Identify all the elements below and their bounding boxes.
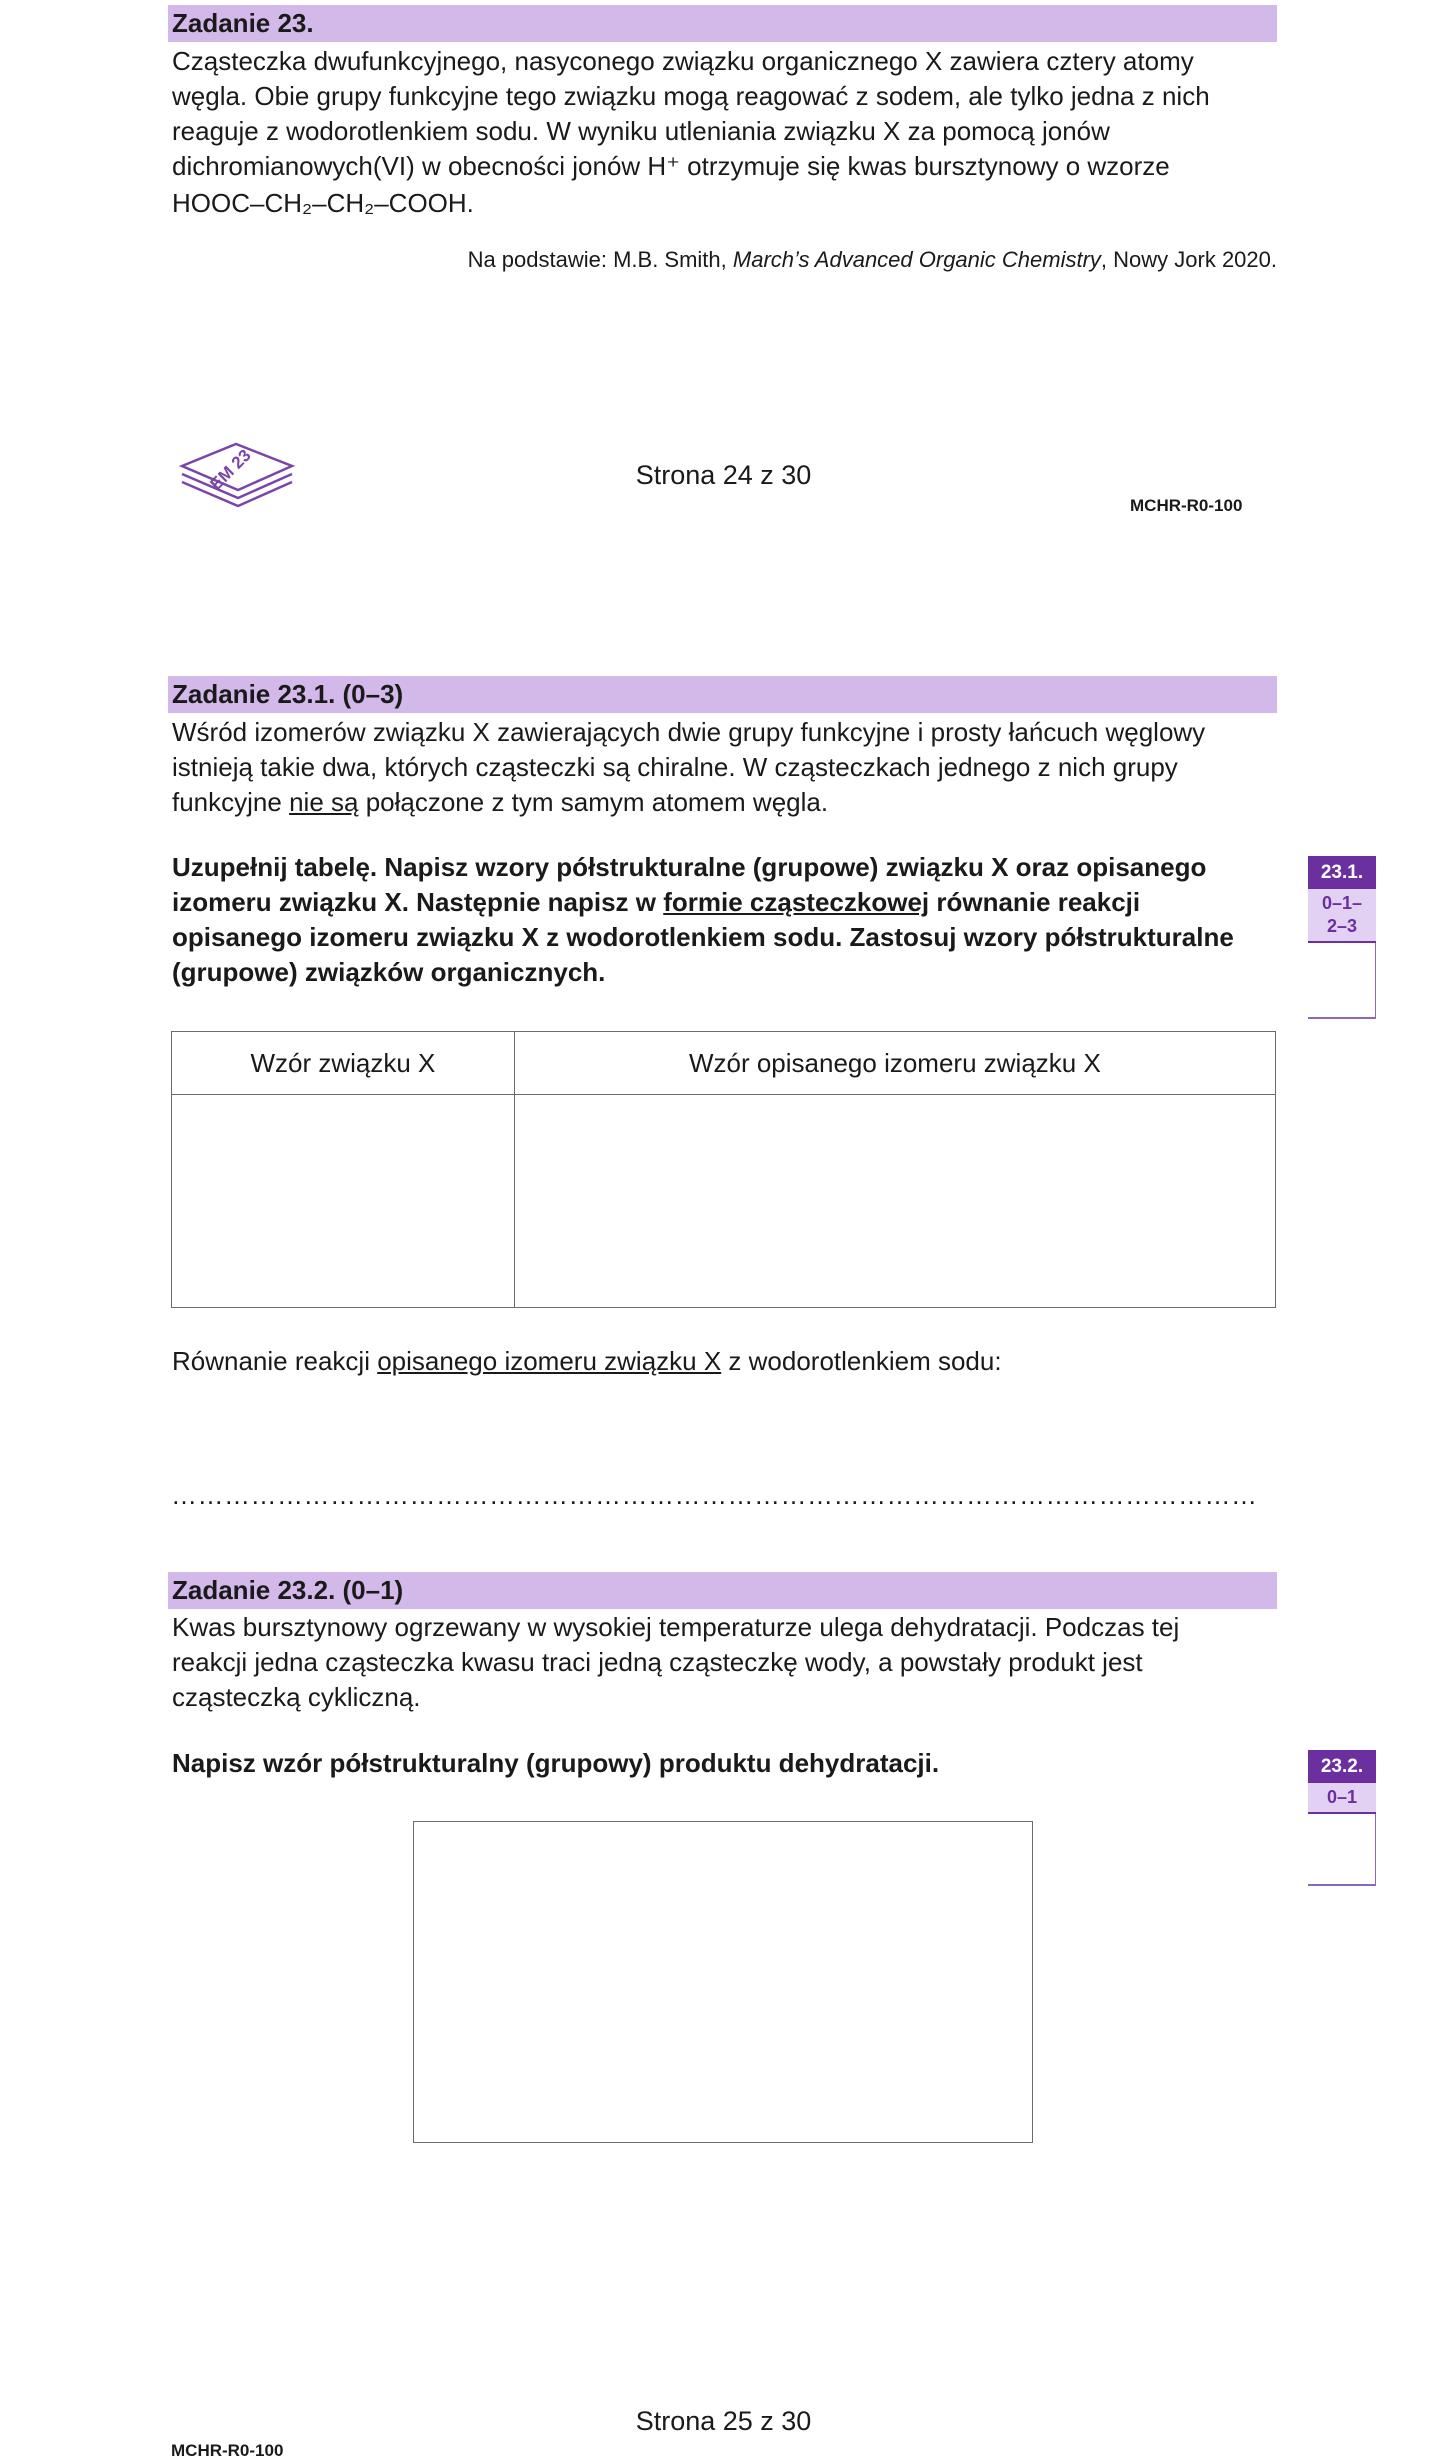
task-23-intro bbox=[172, 44, 1277, 221]
intro-line: cząsteczką cykliczną. bbox=[172, 1682, 421, 1712]
task-23-heading: Zadanie 23. bbox=[168, 5, 1277, 42]
answer-box-dehydration-product[interactable] bbox=[413, 1821, 1033, 2143]
task-23-2-instruction: Napisz wzór półstrukturalny (grupowy) produktu dehydratacji. bbox=[172, 1748, 940, 1778]
intro-line: węgla. Obie grupy funkcyjne tego związku mogą reagować z sodem, ale tylko jedna z nich bbox=[172, 81, 1210, 111]
instruction-line: izomeru związku X. Następnie napisz w formie cząsteczkowej równanie reakcji bbox=[172, 887, 1141, 917]
instruction-line: (grupowe) związków organicznych. bbox=[172, 957, 606, 987]
equation-answer-line[interactable]: …………………………………………………………………………………………………………… bbox=[171, 1480, 1258, 1510]
intro-line: dichromianowych(VI) w obecności jonów H⁺ otrzymuje się kwas bursztynowy o wzorze bbox=[172, 151, 1170, 181]
score-entry-field[interactable] bbox=[1308, 943, 1376, 1019]
intro-line: Kwas bursztynowy ogrzewany w wysokiej temperaturze ulega dehydratacji. Podczas tej bbox=[172, 1612, 1180, 1642]
task-23-2-heading: Zadanie 23.2. (0–1) bbox=[168, 1572, 1277, 1609]
task-23-1-instruction bbox=[172, 850, 1277, 990]
answer-table bbox=[171, 1031, 1276, 1308]
exam-code: MCHR-R0-100 bbox=[171, 2441, 284, 2460]
intro-line: funkcyjne nie są połączone z tym samym atomem węgla. bbox=[172, 787, 829, 817]
source-book-title: March’s Advanced Organic Chemistry bbox=[732, 247, 1101, 272]
intro-line: Cząsteczka dwufunkcyjnego, nasyconego związku organicznego X zawiera cztery atomy bbox=[172, 46, 1194, 76]
logo-text: EM 23 bbox=[206, 445, 255, 494]
page-number: Strona 25 z 30 bbox=[635, 2406, 812, 2436]
answer-cell-compound-x[interactable] bbox=[172, 1095, 515, 1308]
table-header-compound-x: Wzór związku X bbox=[172, 1032, 515, 1095]
score-box-23-1 bbox=[1308, 856, 1376, 1019]
score-label: 23.1. bbox=[1308, 856, 1376, 889]
score-points: 0–1– 2–3 bbox=[1308, 889, 1376, 943]
instruction-line: opisanego izomeru związku X z wodorotlenkiem sodu. Zastosuj wzory półstrukturalne bbox=[172, 922, 1234, 952]
task-23-1-intro bbox=[172, 715, 1277, 820]
score-box-23-2 bbox=[1308, 1750, 1376, 1886]
intro-line: HOOC–CH₂–CH₂–COOH. bbox=[172, 188, 474, 218]
intro-line: reakcji jedna cząsteczka kwasu traci jedną cząsteczkę wody, a powstały produkt jest bbox=[172, 1647, 1143, 1677]
table-header-isomer: Wzór opisanego izomeru związku X bbox=[514, 1032, 1275, 1095]
intro-line: Wśród izomerów związku X zawierających dwie grupy funkcyjne i prosty łańcuch węglowy bbox=[172, 717, 1206, 747]
intro-line: reaguje z wodorotlenkiem sodu. W wyniku utleniania związku X za pomocą jonów bbox=[172, 116, 1110, 146]
score-points: 0–1 bbox=[1308, 1783, 1376, 1814]
source-citation: Na podstawie: M.B. Smith, March’s Advanced Organic Chemistry, Nowy Jork 2020. bbox=[467, 247, 1277, 272]
score-label: 23.2. bbox=[1308, 1750, 1376, 1783]
page-number: Strona 24 z 30 bbox=[635, 460, 812, 490]
task-23-2-intro bbox=[172, 1610, 1277, 1715]
task-23-1-heading: Zadanie 23.1. (0–3) bbox=[168, 676, 1277, 713]
equation-prompt: Równanie reakcji opisanego izomeru związku X z wodorotlenkiem sodu: bbox=[172, 1346, 1002, 1376]
exam-code: MCHR-R0-100 bbox=[1130, 496, 1243, 515]
intro-line: istnieją takie dwa, których cząsteczki są chiralne. W cząsteczkach jednego z nich grupy bbox=[172, 752, 1178, 782]
instruction-line: Uzupełnij tabelę. Napisz wzory półstrukturalne (grupowe) związku X oraz opisanego bbox=[172, 852, 1207, 882]
answer-cell-isomer[interactable] bbox=[514, 1095, 1275, 1308]
score-entry-field[interactable] bbox=[1308, 1814, 1376, 1886]
